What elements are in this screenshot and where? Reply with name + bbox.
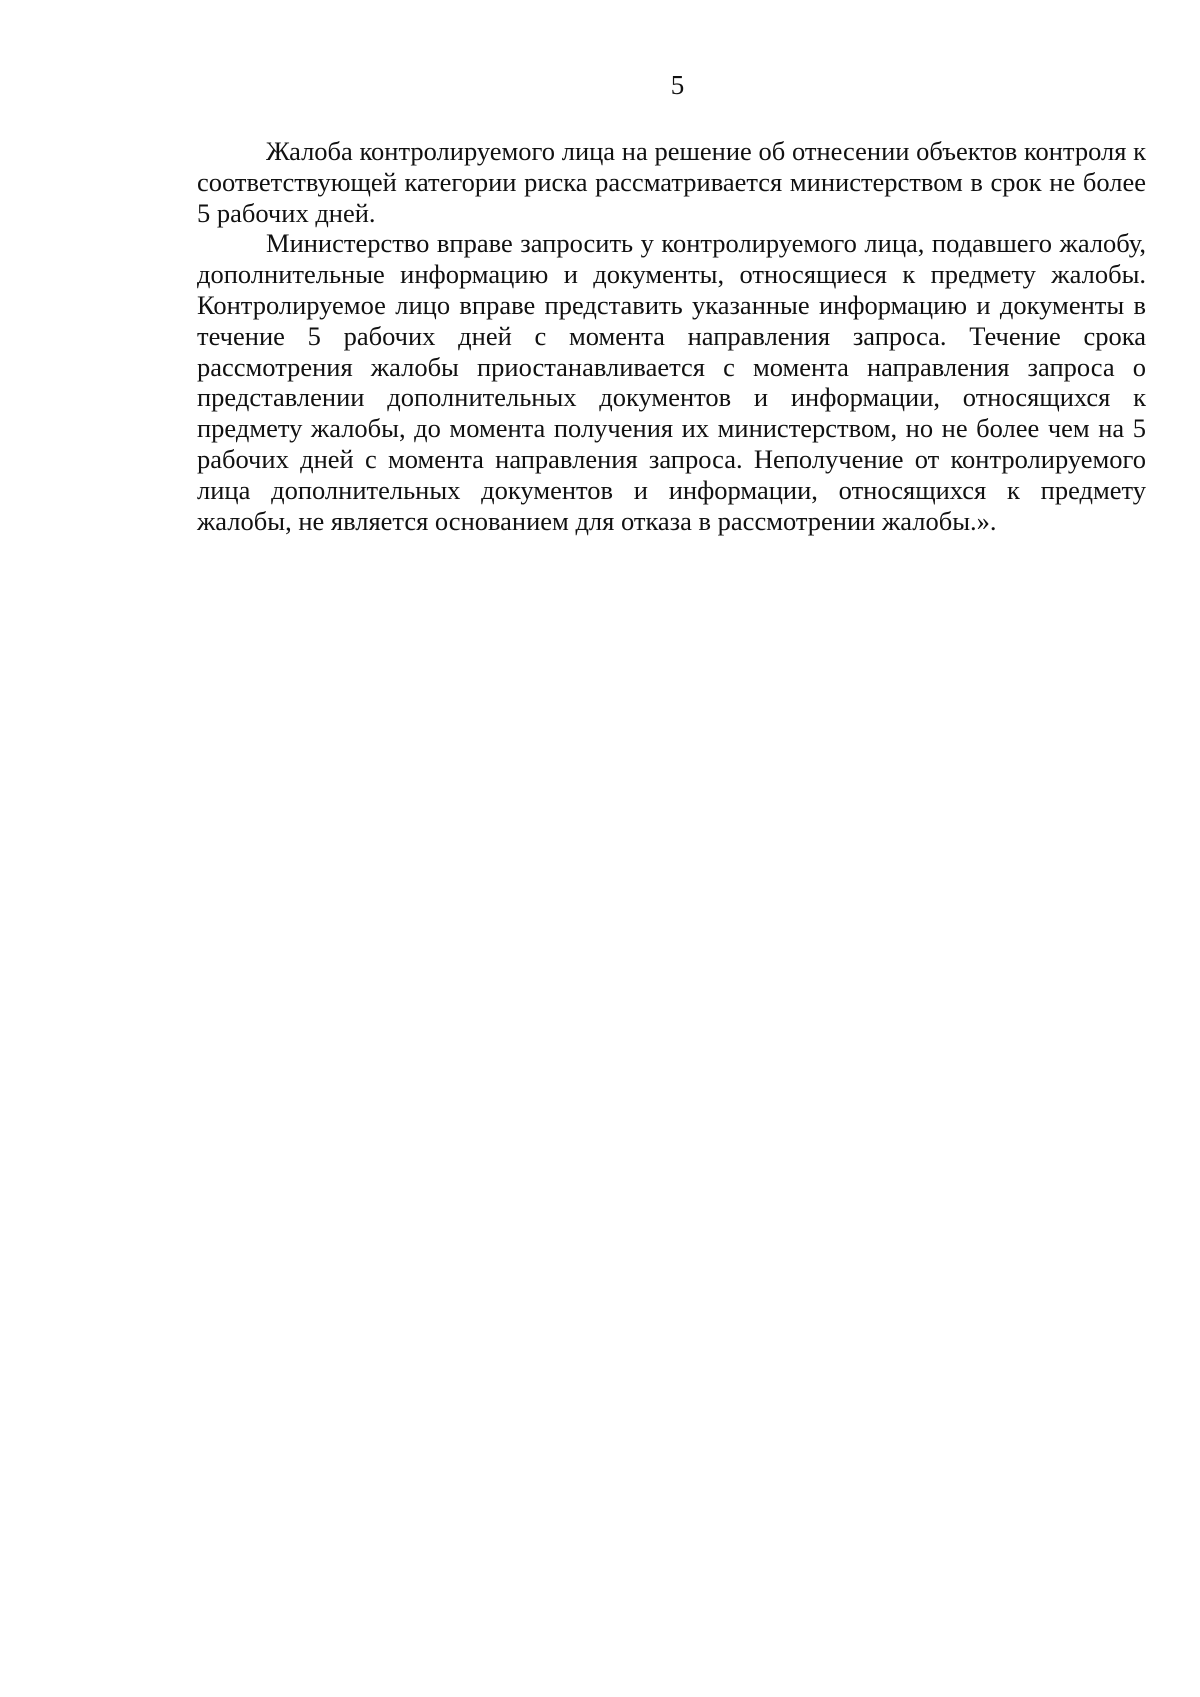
paragraph-complaint-review-term: Жалоба контролируемого лица на решение об отнесении объектов контроля к соответствующей категории риска рассматривается министерством в срок не более 5 рабочих дней. — [197, 136, 1146, 228]
paragraph-additional-documents-request: Министерство вправе запросить у контролируемого лица, подавшего жалобу, дополнительные информацию и документы, относящиеся к предмету жалобы. Контролируемое лицо вправе представить указанные информацию и документы в течение 5 рабочих дней с момента направления запроса. Течение срока рассмотрения жалобы приостанавливается с момента направления запроса о представлении дополнительных документов и информации, относящихся к предмету жалобы, до момента получения их министерством, но не более чем на 5 рабочих дней с момента направления запроса. Неполучение от контролируемого лица дополнительных документов и информации, относящихся к предмету жалобы, не является основанием для отказа в рассмотрении жалобы.». — [197, 228, 1146, 536]
page-number: 5 — [670, 70, 685, 100]
document-body — [197, 136, 1146, 536]
